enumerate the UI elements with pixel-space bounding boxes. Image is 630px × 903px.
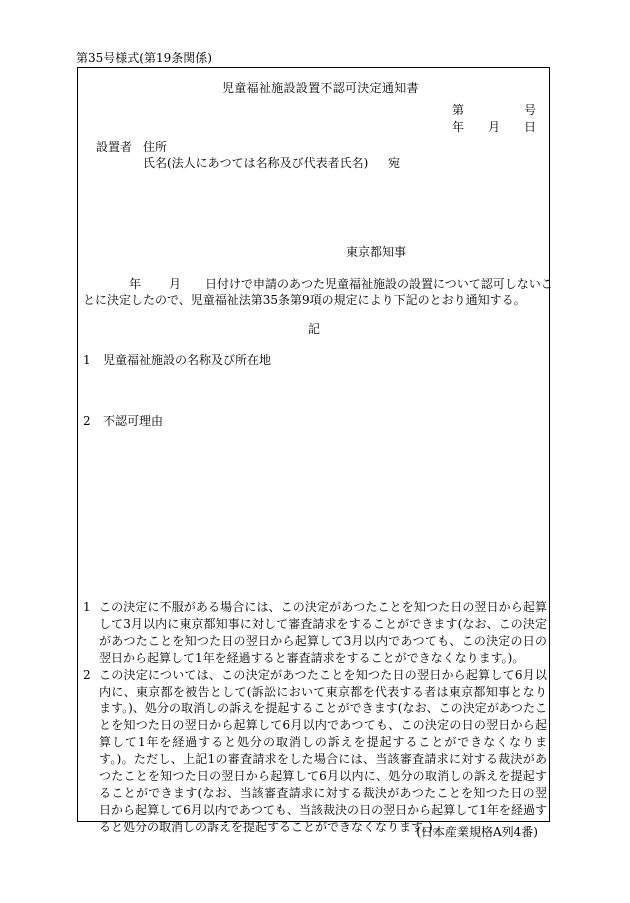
date-year: 年: [452, 120, 465, 134]
item-1-number: 1: [83, 353, 91, 367]
note-1-text: この決定に不服がある場合には、この決定があつたことを知つた日の翌日から起算して3月以内に東京都知事に対して審査請求をすることができます(なお、この決定があつたことを知つた日の翌日から起算して3月以内であつても、この決定の日の翌日から起算して1年を経過すると審査請求をすることができなくなります。)。: [99, 600, 547, 665]
body-line2: とに決定したので、児童福祉法第35条第9項の規定により下記のとおり通知する。: [83, 293, 526, 307]
note-1-number: 1: [83, 600, 91, 614]
body-year: 年: [129, 277, 142, 291]
item-2-number: 2: [83, 414, 91, 428]
item-2-label: 不認可理由: [103, 414, 164, 428]
note-1: [83, 599, 547, 667]
note-2-number: 2: [83, 667, 91, 682]
date-month: 月: [488, 120, 501, 134]
note-2-text: この決定については、この決定があつたことを知つた日の翌日から起算して6月以内に、東京都を被告として(訴訟において東京都を代表する者は東京都知事となります。)、処分の取消しの訴えを提起することができます(なお、この決定があつたことを知つた日の翌日から起算して6月以内であつても、この決定の日の翌日から起算して1年を経過すると処分の取消しの訴えを提起することができなくなります。)。ただし、上記1の審査請求をした場合には、当該審査請求に対する裁決があつたことを知つた日の翌日から起算して6月以内に、処分の取消しの訴えを提起することができます(なお、当該審査請求に対する裁決があつたことを知つた日の翌日から起算して6月以内であつても、当該裁決の日の翌日から起算して1年を経過すると処分の取消しの訴えを提起することができなくなります。)。: [99, 667, 547, 834]
date-day: 日: [524, 120, 537, 134]
doc-number-dai: 第: [452, 103, 465, 117]
body-month: 月: [169, 277, 182, 291]
recipient-honorific: 宛: [388, 156, 401, 170]
body-line1: 日付けで申請のあつた児童福祉施設の設置について認可しないこ: [205, 277, 553, 291]
doc-number-go: 号: [524, 103, 537, 117]
recipient-prefix: 設置者: [96, 140, 133, 154]
note-2: [83, 667, 547, 839]
notes-block: [83, 599, 547, 839]
sender-name: 東京都知事: [346, 245, 407, 259]
item-1-label: 児童福祉施設の名称及び所在地: [103, 353, 272, 367]
recipient-address-label: 住所: [143, 140, 168, 154]
recipient-name-label: 氏名(法人にあつては名称及び代表者氏名): [143, 156, 369, 170]
form-label: 第35号様式(第19条関係): [76, 51, 212, 65]
ki-heading: 記: [308, 322, 321, 336]
document-title: 児童福祉施設設置不認可決定通知書: [222, 81, 419, 95]
paper-size-footer: (日本産業規格A列4番): [416, 825, 538, 839]
